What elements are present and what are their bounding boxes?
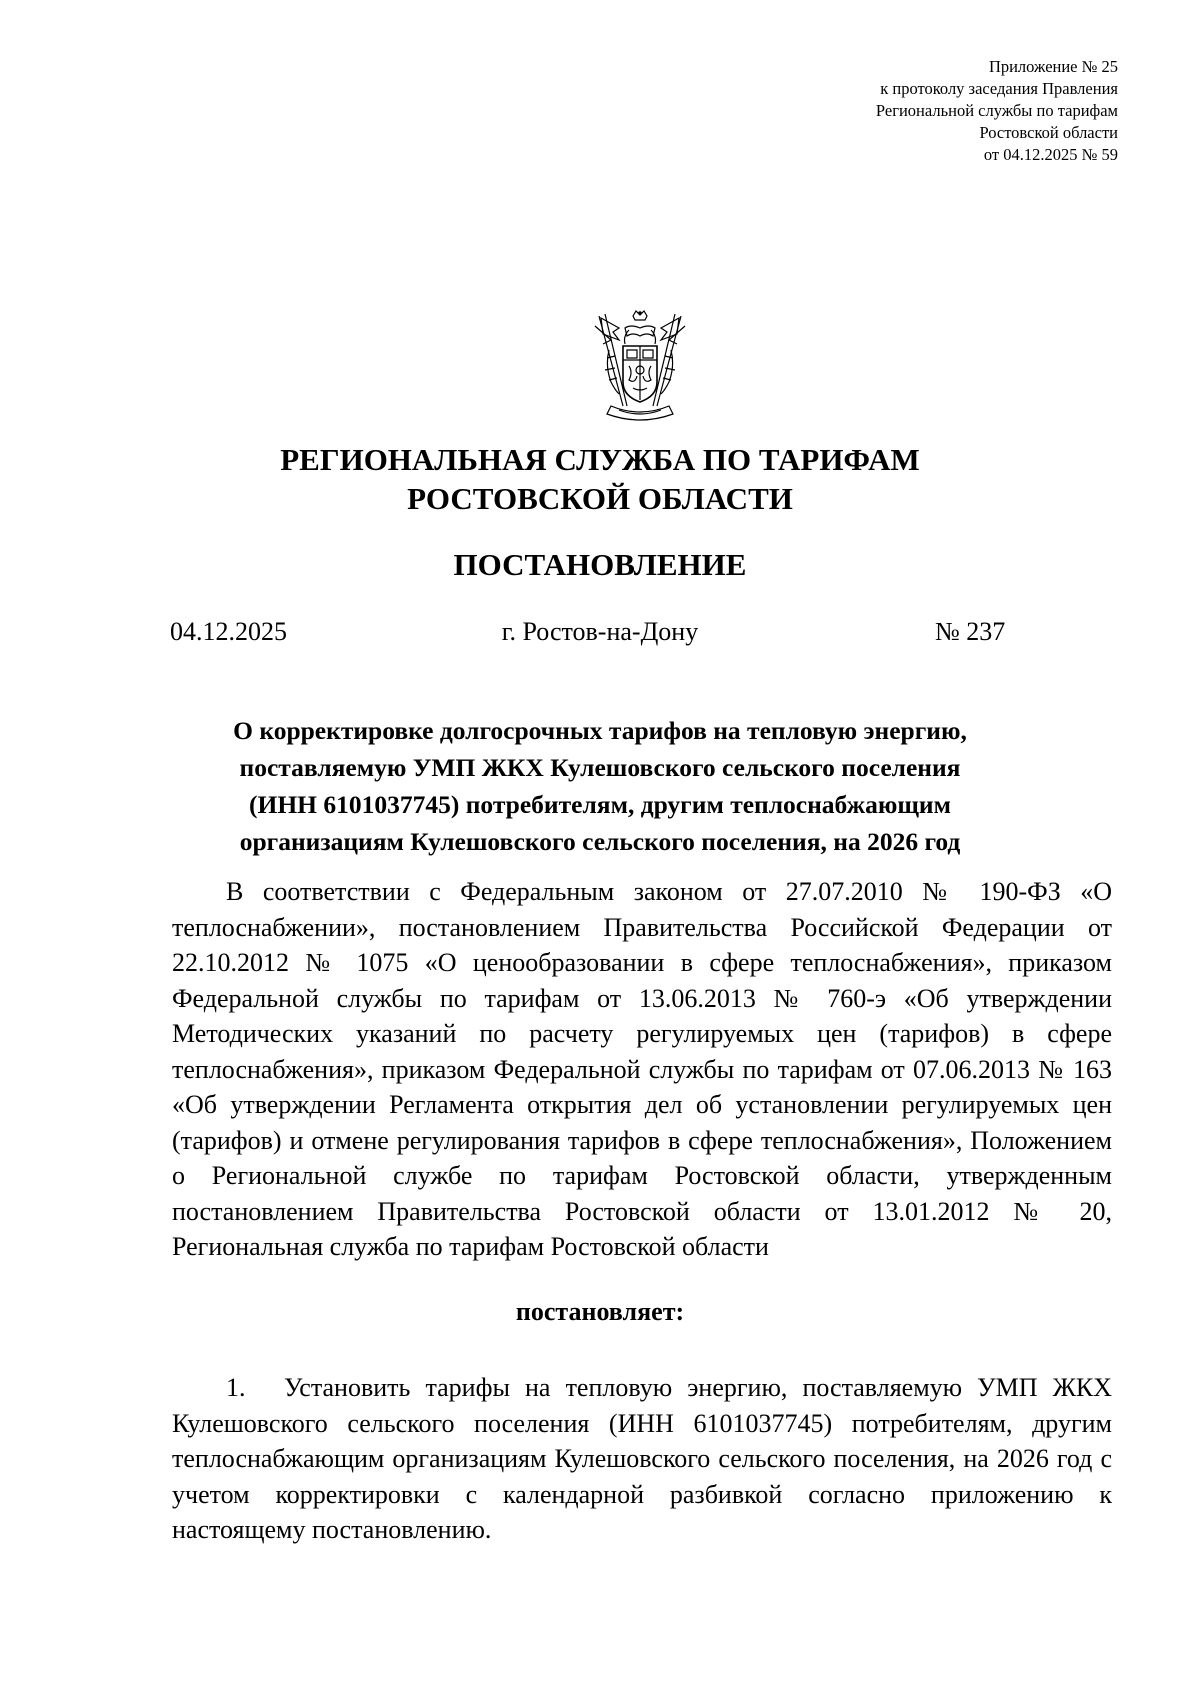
org-line: РОСТОВСКОЙ ОБЛАСТИ <box>407 481 793 516</box>
appendix-block <box>876 56 1118 166</box>
appendix-line: Приложение № 25 <box>988 57 1118 76</box>
document-number: № 237 <box>935 617 1006 646</box>
appendix-line: к протоколу заседания Правления <box>880 79 1118 98</box>
point-number: 1. <box>226 1373 246 1402</box>
point-text: Установить тарифы на тепловую энергию, поставляемую УМП ЖКХ Кулешовского сельского поселения (ИНН 6101037745) потребителям, другим теплоснабжающим организациям Кулешовского сельского поселения, на 2026 год с учетом корректировки с календарной разбивкой согласно приложению к настоящему постановлению. <box>172 1373 1112 1544</box>
document-city: г. Ростов-на-Дону <box>501 617 699 646</box>
subject-line: поставляемую УМП ЖКХ Кулешовского сельского поселения <box>239 753 961 782</box>
appendix-line: от 04.12.2025 № 59 <box>983 145 1118 164</box>
document-type-title: ПОСТАНОВЛЕНИЕ <box>453 547 747 582</box>
document-subject <box>150 712 1050 860</box>
appendix-line: Региональной службы по тарифам <box>875 101 1118 120</box>
org-line: РЕГИОНАЛЬНАЯ СЛУЖБА ПО ТАРИФАМ <box>280 442 920 477</box>
subject-line: О корректировке долгосрочных тарифов на тепловую энергию, <box>233 716 967 745</box>
coat-of-arms-icon <box>589 310 691 424</box>
preamble-paragraph: В соответствии с Федеральным законом от 27.07.2010 № 190-ФЗ «О теплоснабжении», постановлением Правительства Российской Федерации от 22.10.2012 № 1075 «О ценообразовании в сфере теплоснабжения», приказом Федеральной службы по тарифам от 13.06.2013 № 760-э «Об утверждении Методических указаний по расчету регулируемых цен (тарифов) в сфере теплоснабжения», приказом Федеральной службы по тарифам от 07.06.2013 № 163 «Об утверждении Регламента открытия дел об установлении регулируемых цен (тарифов) и отмене регулирования тарифов в сфере теплоснабжения», Положением о Региональной службе по тарифам Ростовской области, утвержденным постановлением Правительства Ростовской области от 13.01.2012 № 20, Региональная служба по тарифам Ростовской области <box>172 877 1112 1261</box>
organization-name <box>0 440 1200 518</box>
subject-line: (ИНН 6101037745) потребителям, другим теплоснабжающим <box>249 790 951 819</box>
resolution-point <box>172 1370 1112 1548</box>
document-date: 04.12.2025 <box>170 617 287 646</box>
resolves-heading: постановляет: <box>515 1297 685 1326</box>
subject-line: организациям Кулешовского сельского поселения, на 2026 год <box>239 827 961 856</box>
appendix-line: Ростовской области <box>979 123 1118 142</box>
